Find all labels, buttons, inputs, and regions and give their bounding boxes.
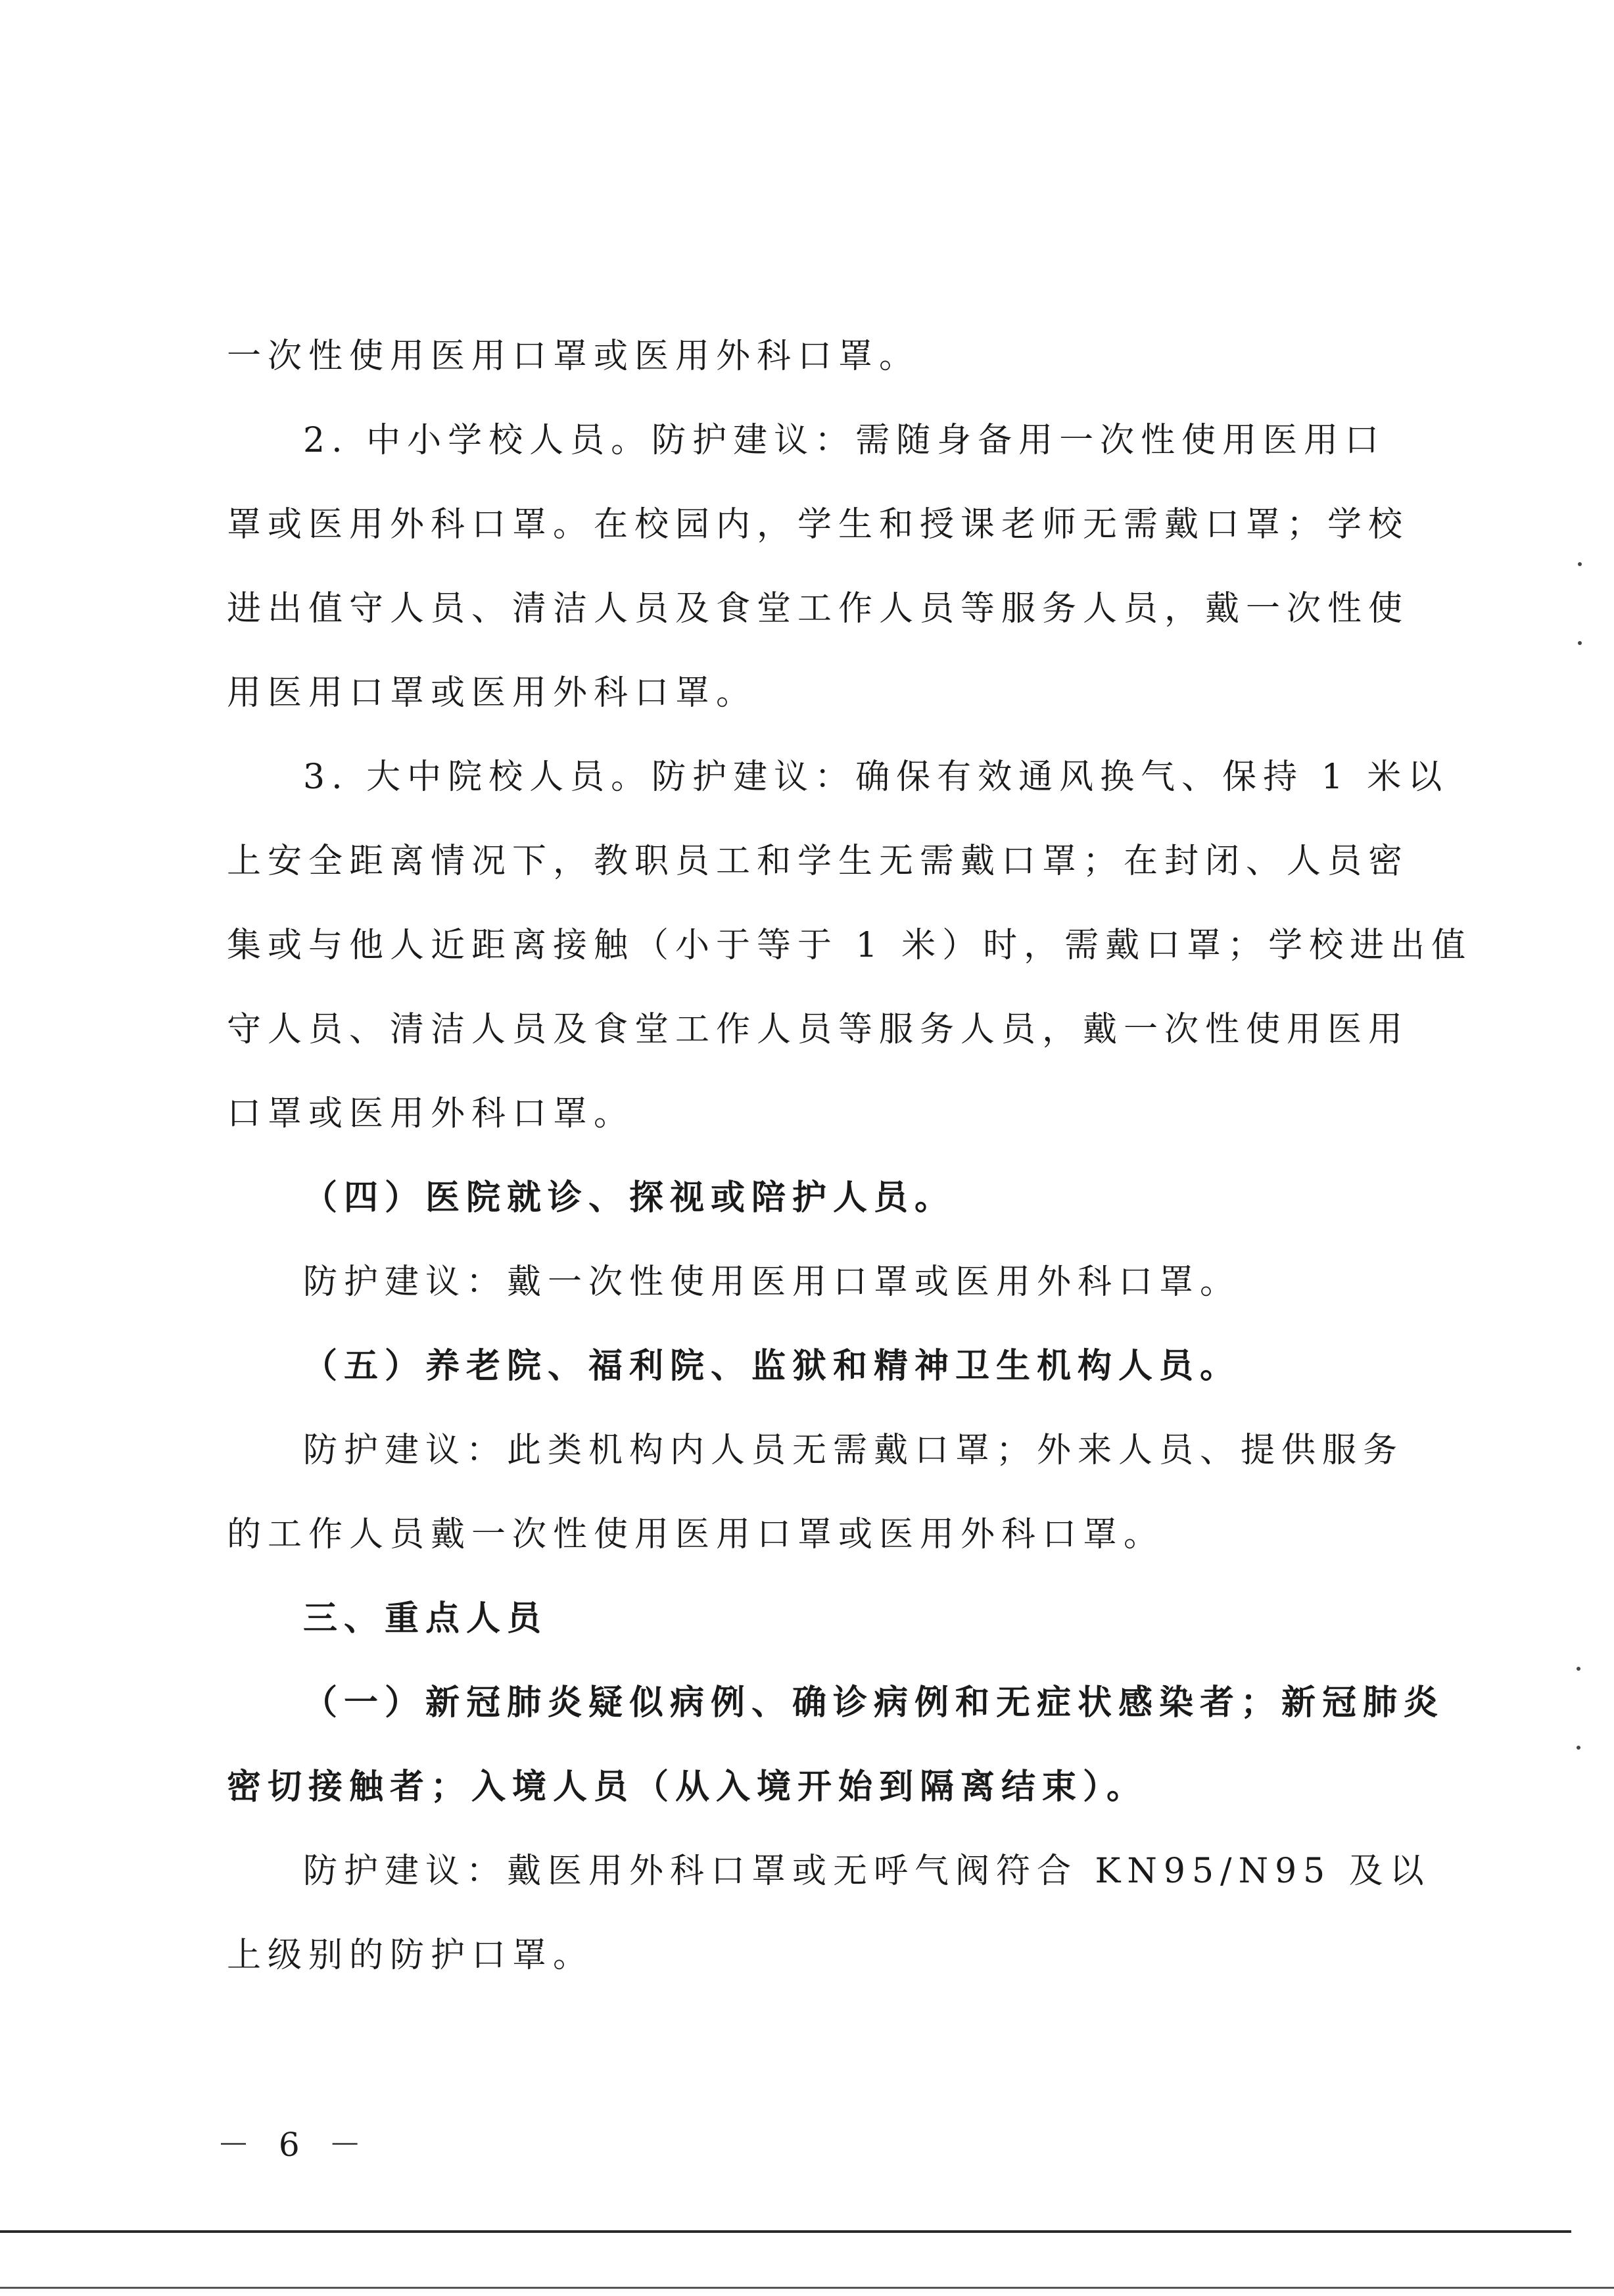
text-line: 防护建议：戴医用外科口罩或无呼气阀符合 KN95/N95 及以 — [303, 1852, 1431, 1891]
text-line: 上安全距离情况下，教职员工和学生无需戴口罩；在封闭、人员密 — [227, 842, 1410, 881]
text-line: （五）养老院、福利院、监狱和精神卫生机构人员。 — [303, 1346, 1241, 1386]
text-line: 一次性使用医用口罩或医用外科口罩。 — [227, 337, 920, 376]
scan-speck — [1577, 1667, 1580, 1671]
text-line: 的工作人员戴一次性使用医用口罩或医用外科口罩。 — [227, 1515, 1165, 1554]
document-body — [227, 314, 1473, 1997]
text-line: 口罩或医用外科口罩。 — [227, 1094, 635, 1134]
page-number: － 6 － — [217, 2126, 371, 2164]
text-line: 防护建议：此类机构内人员无需戴口罩；外来人员、提供服务 — [303, 1431, 1404, 1470]
text-line: 密切接触者；入境人员（从入境开始到隔离结束）。 — [227, 1767, 1148, 1807]
bottom-scan-edge-secondary — [0, 2287, 1614, 2289]
text-line: 集或与他人近距离接触（小于等于 1 米）时，需戴口罩；学校进出值 — [227, 926, 1473, 965]
text-line: 用医用口罩或医用外科口罩。 — [227, 673, 757, 713]
text-line: 3. 大中院校人员。防护建议：确保有效通风换气、保持 1 米以 — [303, 757, 1449, 797]
text-line: 进出值守人员、清洁人员及食堂工作人员等服务人员，戴一次性使 — [227, 589, 1410, 629]
text-line: 防护建议：戴一次性使用医用口罩或医用外科口罩。 — [303, 1262, 1241, 1302]
text-line: 上级别的防护口罩。 — [227, 1936, 594, 1975]
scan-speck — [1578, 641, 1582, 645]
text-line: 罩或医用外科口罩。在校园内，学生和授课老师无需戴口罩；学校 — [227, 505, 1410, 544]
text-line: 守人员、清洁人员及食堂工作人员等服务人员，戴一次性使用医用 — [227, 1010, 1410, 1049]
scan-speck — [1577, 1746, 1580, 1750]
text-line: 2. 中小学校人员。防护建议：需随身备用一次性使用医用口 — [303, 421, 1386, 460]
bottom-scan-edge — [0, 2230, 1571, 2233]
scan-speck — [1578, 562, 1582, 566]
text-line: 三、重点人员 — [303, 1598, 548, 1638]
text-line: （一）新冠肺炎疑似病例、确诊病例和无症状感染者；新冠肺炎 — [303, 1683, 1445, 1723]
text-line: （四）医院就诊、探视或陪护人员。 — [303, 1178, 956, 1218]
